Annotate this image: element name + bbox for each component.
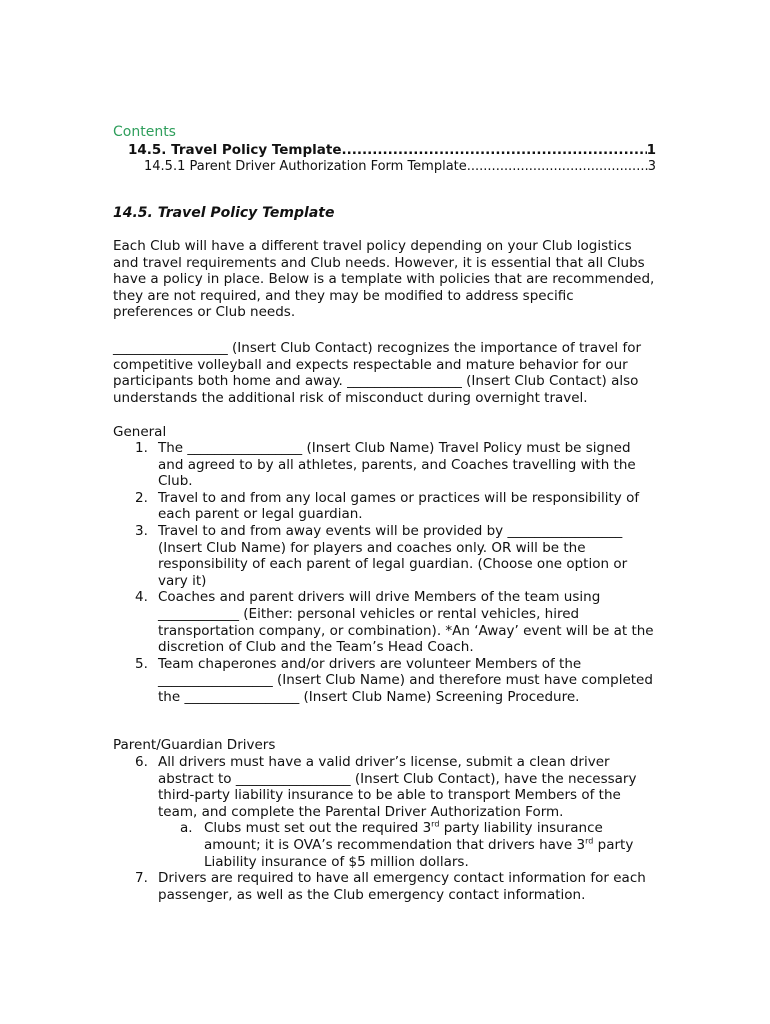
sub-item-text-part: party Liability insurance of $5 million dollars. [204,836,634,870]
list-item-text: Travel to and from any local games or practices will be responsibility of each parent or legal guardian. [158,489,640,523]
list-number: 4. [135,589,148,606]
general-list [113,440,658,706]
list-item-text: The _________________ (Insert Club Name) Travel Policy must be signed and agreed to by all athletes, parents, and Coaches travelling with the Club. [158,440,636,490]
list-item [113,754,658,870]
list-number: 2. [135,489,148,506]
sub-item-text-part: party liability insurance amount; it is OVA’s recommendation that drivers have 3 [204,820,603,853]
list-item [113,870,658,903]
toc-leader-dots [342,142,647,158]
sub-list [158,820,658,870]
list-item-text: All drivers must have a valid driver’s license, submit a clean driver abstract to _________________ (Insert Club Contact), have the necessary third-party liability insurance to be able to transport Members of the team, and complete the Parental Driver Authorization Form. [158,754,637,820]
intro-paragraph: Each Club will have a different travel policy depending on your Club logistics and travel requirements and Club needs. However, it is essential that all Clubs have a policy in place. Below is a template with policies that are recommended, they are not required, and they may be modified to address specific preferences or Club needs. [113,238,655,321]
toc-leader-dots [467,159,648,174]
parent-drivers-heading: Parent/Guardian Drivers [113,737,276,753]
parent-drivers-list [113,754,658,903]
list-item [113,440,658,490]
sub-item-text-part: Clubs must set out the required 3 [204,820,432,837]
list-number: 1. [135,440,148,456]
toc-entry-travel-policy[interactable] [128,142,656,158]
list-number: 5. [135,655,148,672]
list-item-text: Coaches and parent drivers will drive Members of the team using ____________ (Either: personal vehicles or rental vehicles, hired transportation company, or combination). *An ‘Away’ event will be at the discretion of Club and the Team’s Head Coach. [158,589,654,656]
sub-list-item [158,820,658,870]
toc-entry-page: 1 [646,142,656,158]
list-item-text: Team chaperones and/or drivers are volunteer Members of the _________________ (Insert Club Name) and therefore must have completed the _________________ (Insert Club Name) Screening Procedure. [158,655,653,705]
list-number: 3. [135,522,148,539]
list-number: 7. [135,870,148,887]
toc-entry-page: 3 [647,159,656,174]
list-item [113,523,658,589]
toc-entry-label: 14.5.1 Parent Driver Authorization Form Template [144,159,467,174]
toc-entry-parent-driver-form[interactable] [144,159,656,174]
list-item-text: Drivers are required to have all emergency contact information for each passenger, as well as the Club emergency contact information. [158,870,646,903]
sub-list-letter: a. [180,820,193,837]
ordinal-superscript: rd [585,836,594,846]
list-number: 6. [135,754,148,770]
list-item [113,490,658,523]
contents-heading: Contents [113,124,176,140]
club-contact-paragraph: _________________ (Insert Club Contact) recognizes the importance of travel for competitive volleyball and expects respectable and mature behavior for our participants both home and away. _________________ (Insert Club Contact) also understands the additional risk of misconduct during overnight travel. [113,340,642,406]
section-heading: 14.5. Travel Policy Template [113,205,335,221]
ordinal-superscript: rd [431,819,440,829]
toc-entry-label: 14.5. Travel Policy Template [128,142,342,158]
general-heading: General [113,424,167,440]
list-item [113,589,658,655]
list-item-text: Travel to and from away events will be provided by _________________ (Insert Club Name) for players and coaches only. OR will be the responsibility of each parent of legal guardian. (Choose one option or vary it) [158,522,628,589]
list-item [113,656,658,706]
